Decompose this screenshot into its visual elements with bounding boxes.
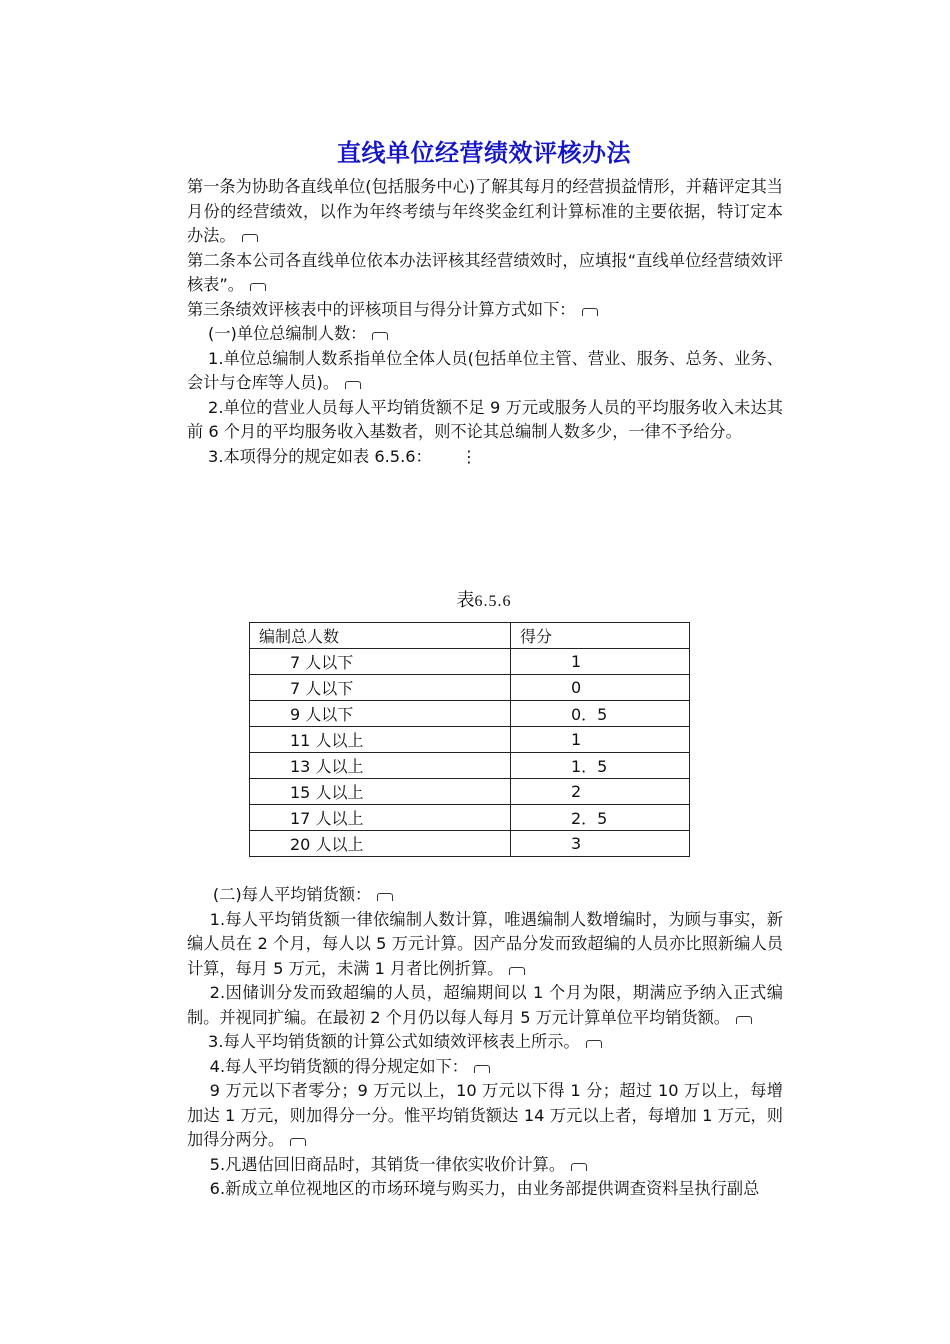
headcount-cell: 7 人以下 [250, 675, 511, 701]
score-cell: 1．5 [511, 753, 690, 779]
headcount-cell: 9 人以下 [250, 701, 511, 727]
section-2-item: 5.凡遇估回旧商品时，其销货一律依实收价计算。 [187, 1153, 783, 1178]
section-1-heading: (一)单位总编制人数： [187, 322, 783, 347]
intro-section [187, 175, 783, 469]
score-cell: 2 [511, 779, 690, 805]
score-cell: 0 [511, 675, 690, 701]
document-title: 直线单位经营绩效评核办法 [337, 139, 631, 167]
headcount-cell: 13 人以上 [250, 753, 511, 779]
score-table [249, 622, 690, 857]
section-1-item: 2.单位的营业人员每人平均销货额不足 9 万元或服务人员的平均服务收入未达其前 6 个月的平均服务收入基数者，则不论其总编制人数多少，一律不予给分。 [187, 397, 783, 441]
table-header-cell: 得分 [511, 623, 690, 649]
score-cell: 1 [511, 649, 690, 675]
headcount-cell: 7 人以下 [250, 649, 511, 675]
table-row [250, 727, 690, 753]
table-row [250, 805, 690, 831]
headcount-cell: 17 人以上 [250, 805, 511, 831]
paragraph-mark-icon [582, 308, 598, 316]
section-2-item: 1.每人平均销货额一律依编制人数计算，唯遇编制人数增编时，为顾与事实，新编人员在 2 个月，每人以 5 万元计算。因产品分发而致超编的人员亦比照新编人员计算，每月 5 万元，未满 1 月者比例折算。 [187, 909, 783, 978]
headcount-cell: 15 人以上 [250, 779, 511, 805]
section-2-item: 9 万元以下者零分；9 万元以上，10 万元以下得 1 分；超过 10 万以上，每增加达 1 万元，则加得分一分。惟平均销货额达 14 万元以上者，每增加 1 万元，则加得分两分。 [187, 1081, 783, 1149]
paragraph-mark-icon [290, 1138, 306, 1146]
section-2-heading: (二)每人平均销货额： [187, 883, 783, 908]
paragraph-mark-icon [571, 1163, 587, 1171]
paragraph-mark-icon [736, 1016, 752, 1024]
article-3: 第三条绩效评核表中的评核项目与得分计算方式如下： [187, 298, 783, 323]
paragraph-mark-icon [345, 381, 361, 389]
ellipsis-mark-icon: ⋮ [460, 446, 477, 466]
paragraph-mark-icon [377, 893, 393, 901]
section-2-item: 6.新成立单位视地区的市场环境与购买力，由业务部提供调查资料呈执行副总 [209, 1179, 760, 1198]
article-1: 第一条为协助各直线单位(包括服务中心)了解其每月的经营损益情形，并藉评定其当月份的经营绩效，以作为年终考绩与年终奖金红利计算标准的主要依据，特订定本办法。 [187, 177, 783, 245]
paragraph-mark-icon [250, 283, 266, 291]
table-row [250, 753, 690, 779]
section-2-item: 2.因储训分发而致超编的人员，超编期间以 1 个月为限，期满应予纳入正式编制。并视同扩编。在最初 2 个月仍以每人每月 5 万元计算单位平均销货额。 [187, 983, 783, 1027]
table-row [250, 675, 690, 701]
score-cell: 0．5 [511, 701, 690, 727]
table-caption: 表6.5.6 [456, 590, 512, 611]
score-cell: 2．5 [511, 805, 690, 831]
table-header-row [250, 623, 690, 649]
paragraph-mark-icon [586, 1040, 602, 1048]
paragraph-mark-icon [509, 967, 525, 975]
paragraph-mark-icon [372, 332, 388, 340]
table-row [250, 831, 690, 857]
table-row [250, 649, 690, 675]
score-cell: 1 [511, 727, 690, 753]
section-2-item: 4.每人平均销货额的得分规定如下： [187, 1055, 783, 1080]
table-row [250, 779, 690, 805]
section-2 [187, 883, 783, 1202]
section-1-item: 3.本项得分的规定如表 6.5.6： ⋮ [187, 445, 783, 470]
section-1-item: 1.单位总编制人数系指单位全体人员(包括单位主管、营业、服务、总务、业务、会计与仓库等人员)。 [187, 348, 783, 392]
paragraph-mark-icon [242, 234, 258, 242]
headcount-cell: 20 人以上 [250, 831, 511, 857]
paragraph-mark-icon [474, 1065, 490, 1073]
section-2-item: 3.每人平均销货额的计算公式如绩效评核表上所示。 [187, 1030, 783, 1055]
score-cell: 3 [511, 831, 690, 857]
table-row [250, 701, 690, 727]
headcount-cell: 11 人以上 [250, 727, 511, 753]
table-header-cell: 编制总人数 [250, 623, 511, 649]
article-2: 第二条本公司各直线单位依本办法评核其经营绩效时，应填报“直线单位经营绩效评核表”。 [187, 250, 783, 294]
